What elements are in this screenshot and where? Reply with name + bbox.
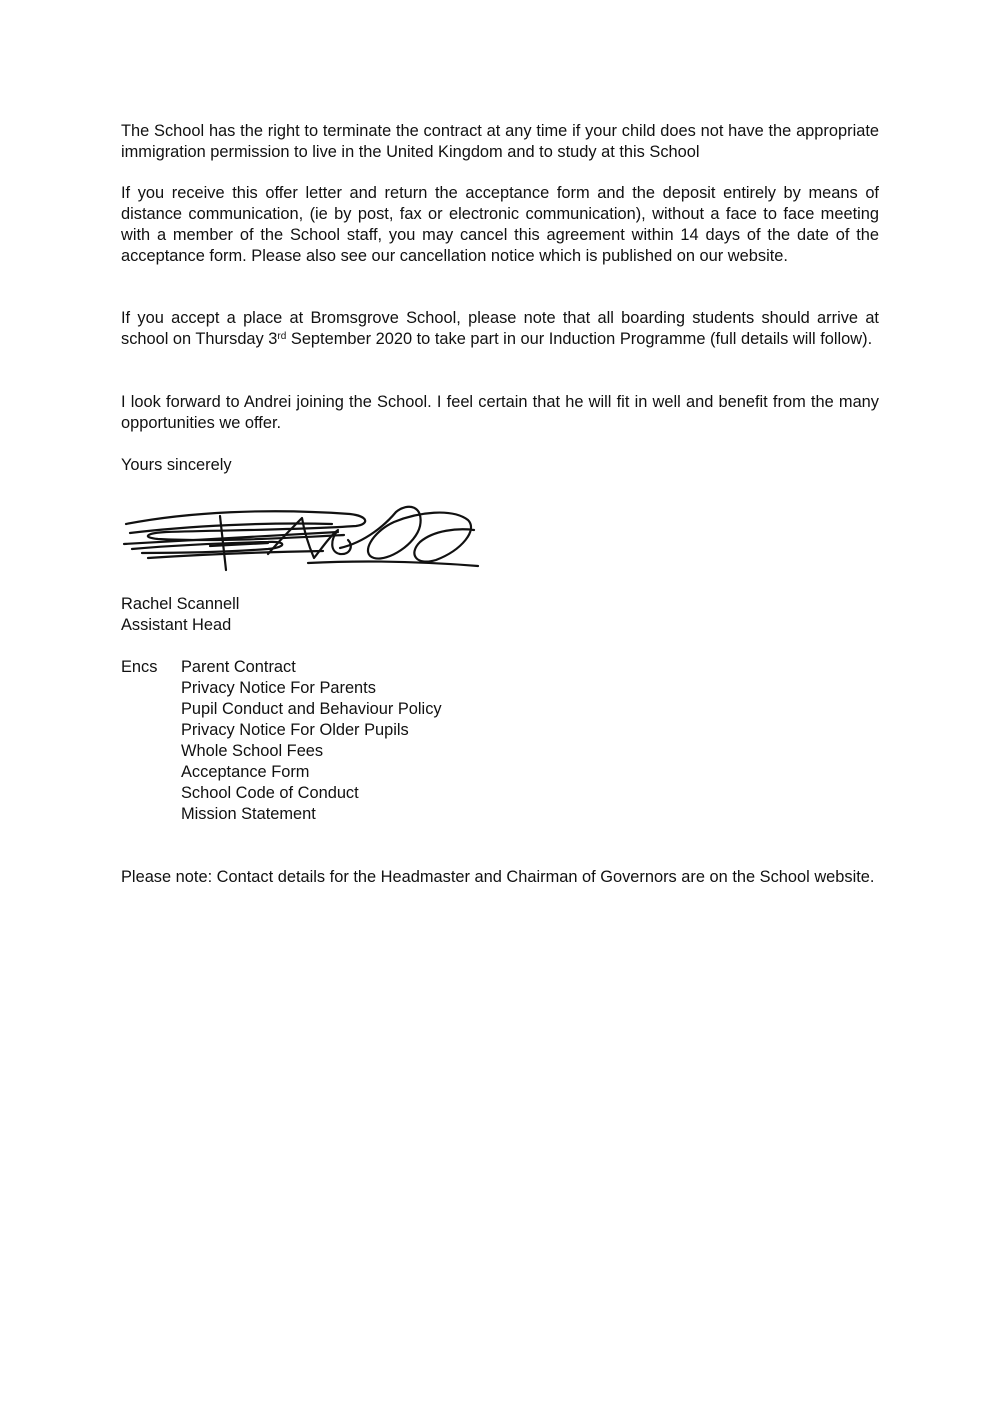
enclosure-item: Parent Contract xyxy=(181,658,296,676)
enclosure-item: Whole School Fees xyxy=(181,742,324,760)
enclosure-item: School Code of Conduct xyxy=(181,784,359,802)
enclosure-item: Privacy Notice For Parents xyxy=(181,679,376,697)
enclosure-item: Pupil Conduct and Behaviour Policy xyxy=(181,700,442,718)
signer-block xyxy=(121,594,239,636)
induction-paragraph xyxy=(121,308,879,350)
enclosure-item: Acceptance Form xyxy=(181,763,310,781)
signer-title: Assistant Head xyxy=(121,616,232,634)
contact-note: Please note: Contact details for the Headmaster and Chairman of Governors are on the School website. xyxy=(121,868,875,886)
enclosures-list xyxy=(181,657,442,825)
induction-text-end: September 2020 to take part in our Induction Programme (full details will follow). xyxy=(286,330,873,348)
enclosure-item: Mission Statement xyxy=(181,805,316,823)
enclosure-item: Privacy Notice For Older Pupils xyxy=(181,721,409,739)
immigration-paragraph: The School has the right to terminate the contract at any time if your child does not have the appropriate immigration permission to live in the United Kingdom and to study at this School xyxy=(121,122,879,161)
salutation: Yours sincerely xyxy=(121,456,232,474)
signer-name: Rachel Scannell xyxy=(121,595,240,613)
handwritten-signature xyxy=(118,500,483,575)
cancellation-paragraph: If you receive this offer letter and return the acceptance form and the deposit entirely by means of distance communication, (ie by post, fax or electronic communication), without a face to face meeting with a member of the School staff, you may cancel this agreement within 14 days of the date of the acceptance form. Please also see our cancellation notice which is published on our website. xyxy=(121,184,879,265)
closing-paragraph: I look forward to Andrei joining the School. I feel certain that he will fit in well and benefit from the many opportunities we offer. xyxy=(121,393,879,432)
induction-text-start: If you accept a place at Bromsgrove School, please note that all boarding students should arrive at school on Thursday 3 xyxy=(121,309,879,348)
enclosures-label: Encs xyxy=(121,658,158,676)
ordinal-suffix: rd xyxy=(277,331,287,342)
